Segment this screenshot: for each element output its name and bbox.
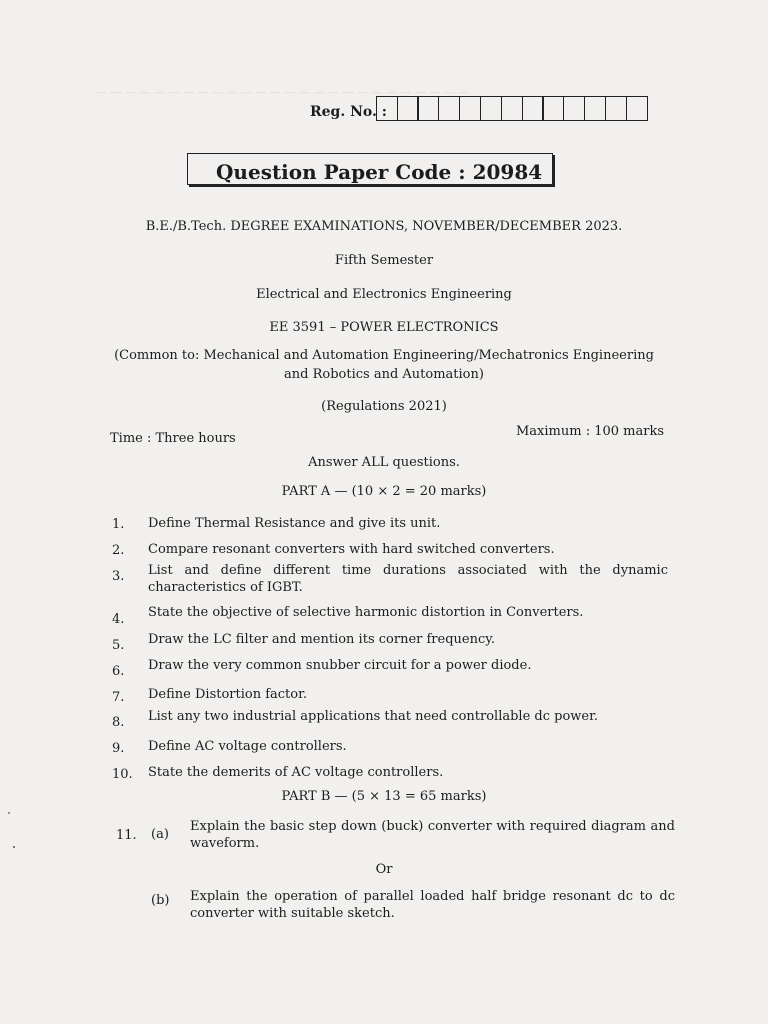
question-number: 7. [112, 690, 125, 705]
reg-no-digit-box [397, 96, 419, 121]
question-text: Explain the operation of parallel loaded half bridge resonant dc to dc converter with suitable sketch. [190, 889, 675, 921]
question-text: Draw the LC filter and mention its corner frequency. [148, 632, 495, 647]
reg-no-digit-box [438, 96, 460, 121]
question-paper-code: Question Paper Code : 20984 [187, 153, 553, 185]
question-number: 11. [116, 828, 137, 843]
course-title: EE 3591 – POWER ELECTRONICS [269, 320, 499, 335]
time-allowed: Time : Three hours [110, 431, 236, 446]
department: Electrical and Electronics Engineering [256, 287, 512, 302]
question-number: 2. [112, 543, 125, 558]
question-text: List and define different time durations associated with the dynamic characteristics of IGBT. [148, 563, 668, 595]
part-b-header: PART B — (5 × 13 = 65 marks) [281, 789, 487, 804]
reg-no-digit-box [376, 96, 398, 121]
reg-no-digit-box [501, 96, 523, 121]
reg-no-label: Reg. No. : [310, 104, 387, 120]
reg-no-digit-box [480, 96, 502, 121]
question-number: 6. [112, 664, 125, 679]
question-text: Define AC voltage controllers. [148, 739, 347, 754]
reg-no-digit-box [542, 96, 564, 121]
semester: Fifth Semester [334, 253, 434, 268]
question-number: 1. [112, 517, 125, 532]
sub-question-label: (a) [151, 827, 169, 842]
question-text: Define Thermal Resistance and give its unit. [148, 516, 441, 531]
scan-speck [8, 812, 10, 814]
sub-question-label: (b) [151, 893, 170, 908]
question-text: State the demerits of AC voltage controllers. [148, 765, 444, 780]
reg-no-digit-box [459, 96, 481, 121]
or-separator: Or [375, 862, 393, 877]
regulations: (Regulations 2021) [321, 399, 447, 414]
common-to-line1: (Common to: Mechanical and Automation Engineering/Mechatronics Engineering [114, 348, 654, 363]
reg-no-digit-box [563, 96, 585, 121]
question-number: 5. [112, 638, 125, 653]
question-number: 4. [112, 612, 125, 627]
part-a-header: PART A — (10 × 2 = 20 marks) [281, 484, 487, 499]
question-number: 9. [112, 741, 125, 756]
exam-title: B.E./B.Tech. DEGREE EXAMINATIONS, NOVEMBER/DECEMBER 2023. [145, 219, 623, 234]
question-text: Define Distortion factor. [148, 687, 308, 702]
reg-no-digit-box [522, 96, 544, 121]
reg-no-boxes [377, 96, 648, 121]
reg-no-digit-box [584, 96, 606, 121]
reg-no-digit-box [417, 96, 439, 121]
question-number: 8. [112, 715, 125, 730]
scan-speck [13, 846, 15, 848]
question-text: Compare resonant converters with hard switched converters. [148, 542, 555, 557]
question-text: State the objective of selective harmonic distortion in Converters. [148, 605, 584, 620]
maximum-marks: Maximum : 100 marks [516, 424, 665, 439]
common-to-line2: and Robotics and Automation) [284, 367, 484, 382]
instruction: Answer ALL questions. [308, 455, 460, 470]
question-number: 3. [112, 569, 125, 584]
question-number: 10. [112, 767, 133, 782]
question-text: Draw the very common snubber circuit for a power diode. [148, 658, 532, 673]
bleed-through-text: — — — — — — — — — — — — — — — — — — — — — — — — — — [96, 86, 470, 99]
question-text: Explain the basic step down (buck) converter with required diagram and waveform. [190, 819, 675, 851]
reg-no-digit-box [626, 96, 648, 121]
reg-no-digit-box [605, 96, 627, 121]
question-text: List any two industrial applications that need controllable dc power. [148, 709, 599, 724]
